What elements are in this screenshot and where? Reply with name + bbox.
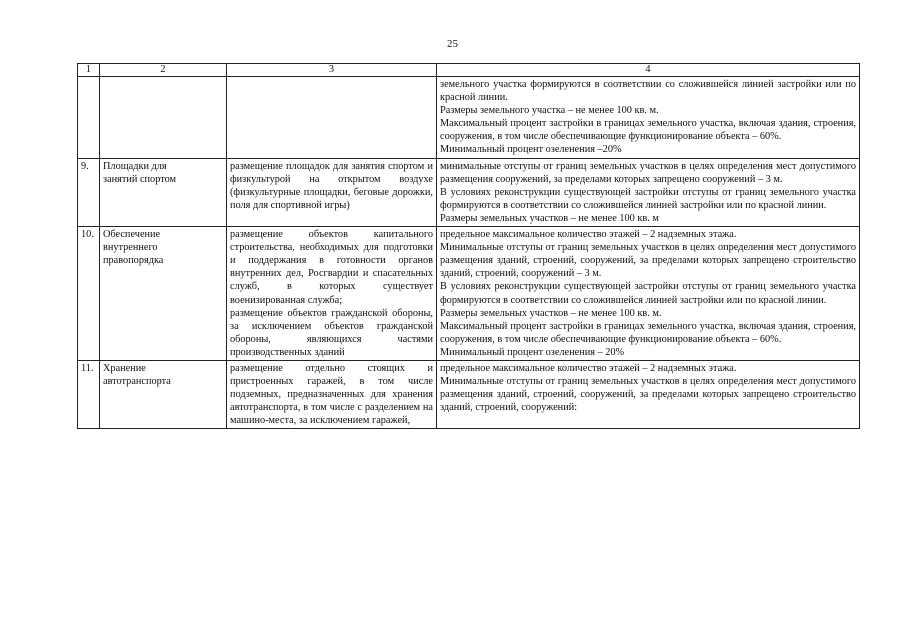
description-text: размещение объектов гражданской обороны, за исключением объектов гражданской обороны, являющихся частями производственных зданий (230, 307, 433, 358)
table-row-9 (78, 158, 860, 226)
table-header-row (78, 64, 860, 77)
row-name-cell (100, 77, 227, 159)
description-text: размещение объектов капитального строительства, необходимых для подготовки и поддержания в готовности органов внутренних дел, Росгвардии и спасательных служб, в которых существует военизированная служба; (230, 229, 433, 306)
row-description-cell (227, 360, 437, 428)
row-parameters-cell (437, 77, 860, 159)
name-line: Площадки для (103, 160, 167, 172)
parameter-text: Минимальные отступы от границ земельных участков в целях определения мест допустимого размещения зданий, строений, сооружений, за пределами которых запрещено строительство зданий, строений, сооружений – 3 м. (440, 242, 856, 280)
column-header-4: 4 (437, 64, 860, 77)
row-number-cell: 9. (78, 158, 100, 226)
parameter-text: Размеры земельных участков – не менее 100 кв. м (440, 212, 659, 224)
column-header-1: 1 (78, 64, 100, 77)
row-number-cell: 11. (78, 360, 100, 428)
name-line: автотранспорта (103, 376, 171, 388)
table-row-11 (78, 360, 860, 428)
parameter-text: В условиях реконструкции существующей застройки отступы от границ земельного участка формируются в соответствии со сложившейся линией застройки или по красной линии. (440, 186, 856, 211)
zoning-table (77, 63, 860, 429)
page-number: 25 (447, 38, 458, 50)
column-header-2: 2 (100, 64, 227, 77)
row-parameters-cell (437, 158, 860, 226)
name-line: Обеспечение (103, 229, 161, 241)
parameter-text: Минимальный процент озеленения – 20% (440, 346, 625, 358)
name-line: правопорядка (103, 255, 164, 267)
description-text: размещение площадок для занятия спортом и физкультурой на открытом воздухе (физкультурные площадки, беговые дорожки, поля для спортивной игры) (230, 160, 433, 211)
name-line: Хранение (103, 362, 146, 374)
name-line: внутреннего (103, 242, 158, 254)
table-row-10 (78, 227, 860, 361)
parameter-text: Максимальный процент застройки в границах земельного участка, включая здания, строения, сооружения, в том числе обеспечивающие функционирование объекта – 60%. (440, 118, 856, 143)
row-number-cell (78, 77, 100, 159)
parameter-text: Минимальные отступы от границ земельных участков в целях определения мест допустимого размещения зданий, строений, сооружений, за пределами которых запрещено строительство зданий, строений, сооружений: (440, 376, 856, 414)
row-description-cell (227, 158, 437, 226)
name-line: занятий спортом (103, 173, 177, 185)
table-row-continuation (78, 77, 860, 159)
parameter-text: Максимальный процент застройки в границах земельного участка, включая здания, строения, сооружения, в том числе обеспечивающие функционирование объекта – 60%. (440, 320, 856, 345)
parameter-text: В условиях реконструкции существующей застройки отступы от границ земельного участка формируются в соответствии со сложившейся линией застройки или по красной линии. (440, 281, 856, 306)
row-parameters-cell (437, 227, 860, 361)
parameter-text: Размеры земельных участков – не менее 100 кв. м. (440, 307, 662, 319)
row-description-cell (227, 77, 437, 159)
parameter-text: предельное максимальное количество этажей – 2 надземных этажа. (440, 229, 737, 241)
column-header-3: 3 (227, 64, 437, 77)
row-name-cell (100, 227, 227, 361)
description-text: размещение отдельно стоящих и пристроенных гаражей, в том числе подземных, предназначенных для хранения автотранспорта, в том числе с разделением на машино-места, за исключением гаражей, (230, 362, 433, 427)
row-name-cell (100, 158, 227, 226)
row-number-cell: 10. (78, 227, 100, 361)
row-parameters-cell (437, 360, 860, 428)
row-name-cell (100, 360, 227, 428)
parameter-text: земельного участка формируются в соответствии со сложившейся линией застройки или по красной линии. (440, 79, 856, 104)
parameter-text: минимальные отступы от границ земельных участков в целях определения мест допустимого размещения сооружений, за пределами которых запрещено сооружений – 3 м. (440, 160, 856, 185)
parameter-text: Минимальный процент озеленения –20% (440, 144, 622, 156)
parameter-text: Размеры земельного участка – не менее 100 кв. м. (440, 105, 659, 117)
parameter-text: предельное максимальное количество этажей – 2 надземных этажа. (440, 362, 737, 374)
row-description-cell (227, 227, 437, 361)
